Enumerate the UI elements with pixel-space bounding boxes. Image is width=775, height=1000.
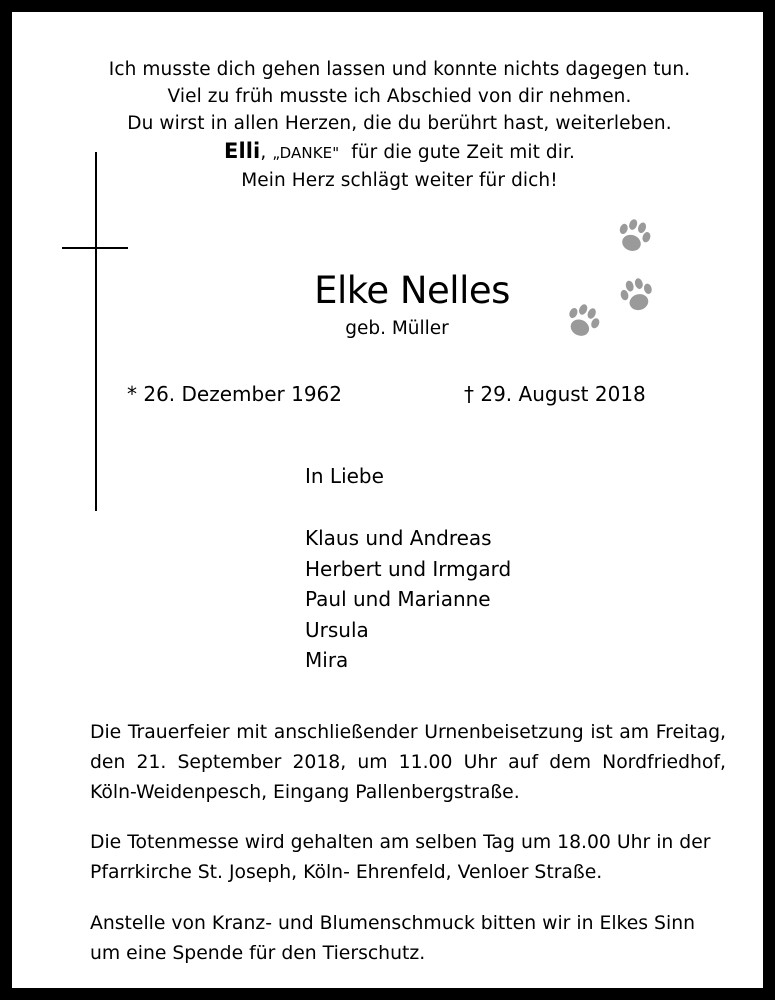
cross-icon-crossbar <box>62 247 128 249</box>
mourner-name: Herbert und Irmgard <box>305 556 512 581</box>
mourner-name: Mira <box>305 648 349 672</box>
paw-print-icon <box>616 273 658 317</box>
mourners-heading: In Liebe <box>305 464 384 488</box>
birth-date: * 26. Dezember 1962 <box>127 382 342 406</box>
pet-name: Elli <box>224 138 261 163</box>
mourner-name: Klaus und Andreas <box>305 526 492 550</box>
poem-line-2: Viel zu früh musste ich Abschied von dir nehmen. <box>167 86 632 108</box>
deceased-name: Elke Nelles <box>314 269 510 312</box>
poem-line-5: Mein Herz schlägt weiter für dich! <box>241 169 558 191</box>
paw-print-icon <box>613 214 655 258</box>
death-date: † 29. August 2018 <box>464 382 646 406</box>
cross-icon <box>95 152 97 511</box>
poem-line-3: Du wirst in allen Herzen, die du berührt hast, weiterleben. <box>127 113 672 135</box>
mourners-list <box>305 523 511 676</box>
mass-notice: Die Totenmesse wird gehalten am selben Tag um 18.00 Uhr in der Pfarrkirche St. Joseph, Köln- Ehrenfeld, Venloer Straße. <box>90 832 711 883</box>
donation-notice: Anstelle von Kranz- und Blumenschmuck bitten wir in Elkes Sinn um eine Spende für den Tierschutz. <box>90 913 695 964</box>
poem-line-4 <box>52 138 747 167</box>
poem-comma: , <box>260 141 267 163</box>
poem-line-4-rest: für die gute Zeit mit dir. <box>351 141 575 163</box>
mourner-name: Paul und Marianne <box>305 587 491 611</box>
danke-text: „DANKE" <box>272 143 340 162</box>
maiden-name: geb. Müller <box>345 318 449 339</box>
mourner-name: Ursula <box>305 617 369 642</box>
poem-line-1: Ich musste dich gehen lassen und konnte nichts dagegen tun. <box>108 59 691 80</box>
memorial-poem <box>52 56 747 194</box>
funeral-notice: Die Trauerfeier mit anschließender Urnenbeisetzung ist am Freitag, den 21. September 2018, um 11.00 Uhr auf dem Nordfriedhof, Köln-Weidenpesch, Eingang Pallenbergstraße. <box>90 722 726 803</box>
